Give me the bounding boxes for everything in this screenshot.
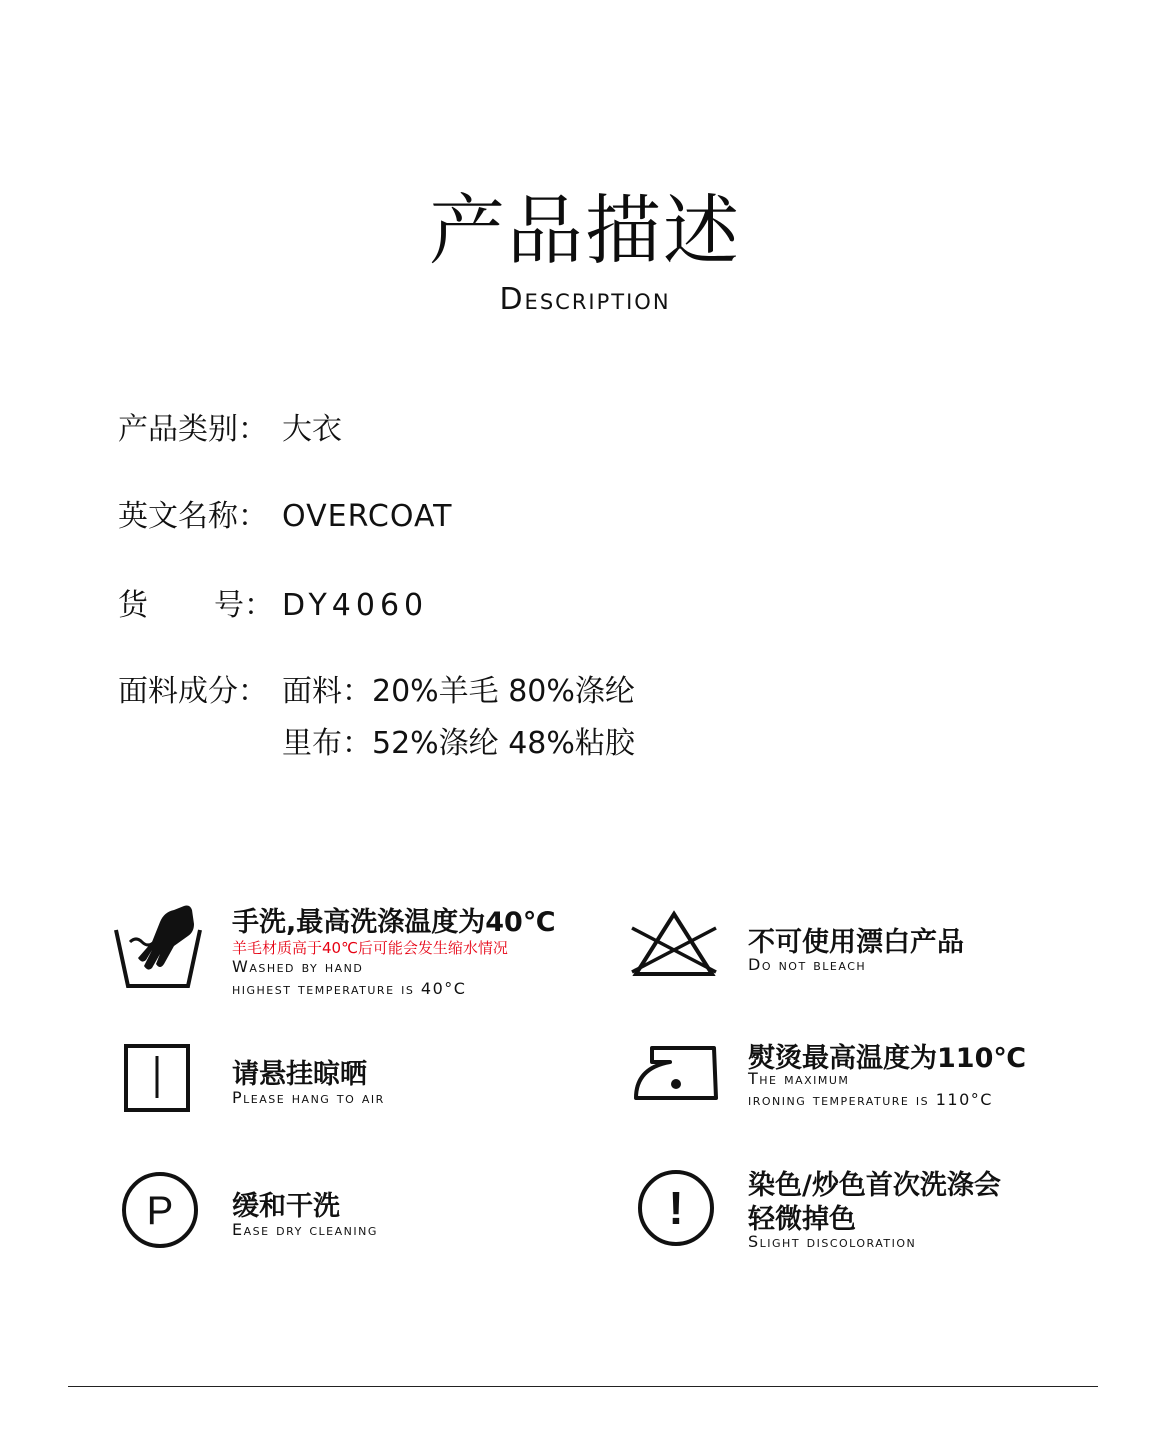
hang-dry-icon <box>122 1042 192 1116</box>
no-bleach-icon <box>628 908 720 980</box>
iron-en-2: ironing temperature is 110°C <box>748 1090 993 1109</box>
exclamation-icon <box>636 1168 716 1248</box>
hand-wash-en-1: Washed by hand <box>232 957 364 976</box>
dry-clean-p-icon <box>120 1170 200 1250</box>
discolor-en-1: Slight discoloration <box>748 1232 917 1251</box>
iron-icon <box>630 1042 722 1102</box>
fabric-line-1: 面料：20%羊毛 80%涤纶 <box>282 674 635 709</box>
info-row-fabric <box>118 666 635 710</box>
hand-wash-icon <box>112 902 204 992</box>
hand-wash-en-2: highest temperature is 40°C <box>232 979 467 998</box>
item-no-value: DY4060 <box>282 588 429 623</box>
info-row-item-no <box>118 580 428 624</box>
hang-dry-title: 请悬挂晾晒 <box>232 1059 367 1090</box>
discolor-title-2: 轻微掉色 <box>748 1204 856 1235</box>
item-no-label: 货 号： <box>118 588 274 623</box>
dry-clean-en-1: Ease dry cleaning <box>232 1220 378 1239</box>
iron-title: 熨烫最高温度为110℃ <box>748 1043 1027 1074</box>
fabric-label: 面料成分： <box>118 674 268 709</box>
dry-clean-letter: P <box>146 1189 174 1233</box>
category-value: 大衣 <box>282 412 342 447</box>
exclamation-mark: ! <box>668 1182 684 1234</box>
discolor-title-1: 染色/炒色首次洗涤会 <box>748 1170 1001 1201</box>
category-label: 产品类别： <box>118 412 268 447</box>
page-subtitle: Description <box>499 282 671 317</box>
no-bleach-en-1: Do not bleach <box>748 955 867 974</box>
english-name-value: OVERCOAT <box>282 499 453 534</box>
page-title: 产品描述 <box>429 186 741 275</box>
english-name-label: 英文名称： <box>118 499 268 534</box>
hang-dry-en-1: Please hang to air <box>232 1088 385 1107</box>
iron-en-1: The maximum <box>748 1069 850 1088</box>
info-row-english-name <box>118 491 452 535</box>
fabric-line-2: 里布：52%涤纶 48%粘胶 <box>282 726 635 761</box>
no-bleach-title: 不可使用漂白产品 <box>748 927 964 958</box>
bottom-divider <box>68 1386 1098 1387</box>
info-row-category <box>118 404 342 448</box>
hand-wash-warning: 羊毛材质高于40℃后可能会发生缩水情况 <box>232 939 508 957</box>
dry-clean-title: 缓和干洗 <box>232 1191 340 1222</box>
hand-wash-title: 手洗,最高洗涤温度为40℃ <box>232 907 556 938</box>
